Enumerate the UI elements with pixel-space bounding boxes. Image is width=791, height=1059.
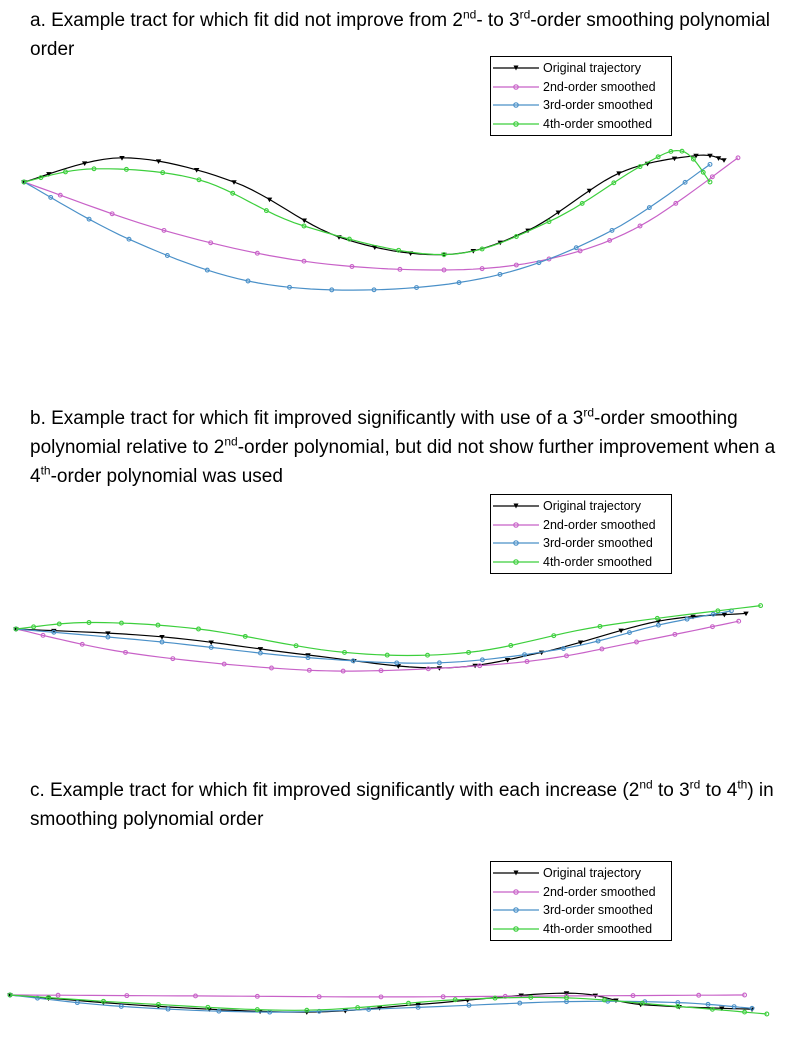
fourth-order-line-icon [491,923,541,935]
original-line-icon [491,500,541,512]
series-third-order-smoothed [14,609,733,665]
legend-item-original: Original trajectory [491,864,671,883]
third-order-smoothed-line [16,611,731,663]
third-order-line-icon [491,99,541,111]
legend-item-original: Original trajectory [491,497,671,516]
second-order-smoothed-line [24,158,738,270]
second-order-line-icon [491,519,541,531]
third-order-smoothed-line [24,164,710,290]
legend-item-2nd: 2nd-order smoothed [491,883,671,902]
series-second-order-smoothed [8,993,746,999]
caption-c: c. Example tract for which fit improved significantly with each increase (2nd to 3rd to 4th) in smoothing polynomial order [30,777,774,830]
series-second-order-smoothed [22,156,740,272]
legend-a [490,56,672,136]
fourth-order-line-icon [491,118,541,130]
third-order-smoothed-point [708,163,712,167]
series-third-order-smoothed [22,163,712,292]
original-trajectory-point [722,159,726,163]
caption-b: b. Example tract for which fit improved significantly with use of a 3rd-order smoothing polynomial relative to 2nd-order polynomial, but did not show further improvement when a 4th-order polynomial was used [30,405,776,487]
third-order-line-icon [491,537,541,549]
legend-item-3rd: 3rd-order smoothed [491,534,671,553]
fourth-order-line-icon [491,556,541,568]
second-order-smoothed-point [736,156,740,160]
original-line-icon [491,867,541,879]
legend-item-3rd: 3rd-order smoothed [491,901,671,920]
original-line-icon [491,62,541,74]
legend-item-2nd: 2nd-order smoothed [491,516,671,535]
trajectory-plot-a [0,140,791,290]
fourth-order-smoothed-line [16,606,761,656]
legend-item-4th: 4th-order smoothed [491,553,671,572]
legend-item-2nd: 2nd-order smoothed [491,78,671,97]
second-order-line-icon [491,81,541,93]
legend-item-original: Original trajectory [491,59,671,78]
legend-item-4th: 4th-order smoothed [491,920,671,939]
trajectory-plot-c [0,975,791,1045]
series-fourth-order-smoothed [14,604,762,657]
third-order-line-icon [491,904,541,916]
legend-item-4th: 4th-order smoothed [491,115,671,134]
trajectory-plot-b [0,585,791,695]
legend-item-3rd: 3rd-order smoothed [491,96,671,115]
legend-b [490,494,672,574]
second-order-line-icon [491,886,541,898]
caption-a: a. Example tract for which fit did not improve from 2nd- to 3rd-order smoothing polynomial order [30,7,771,60]
legend-c [490,861,672,941]
